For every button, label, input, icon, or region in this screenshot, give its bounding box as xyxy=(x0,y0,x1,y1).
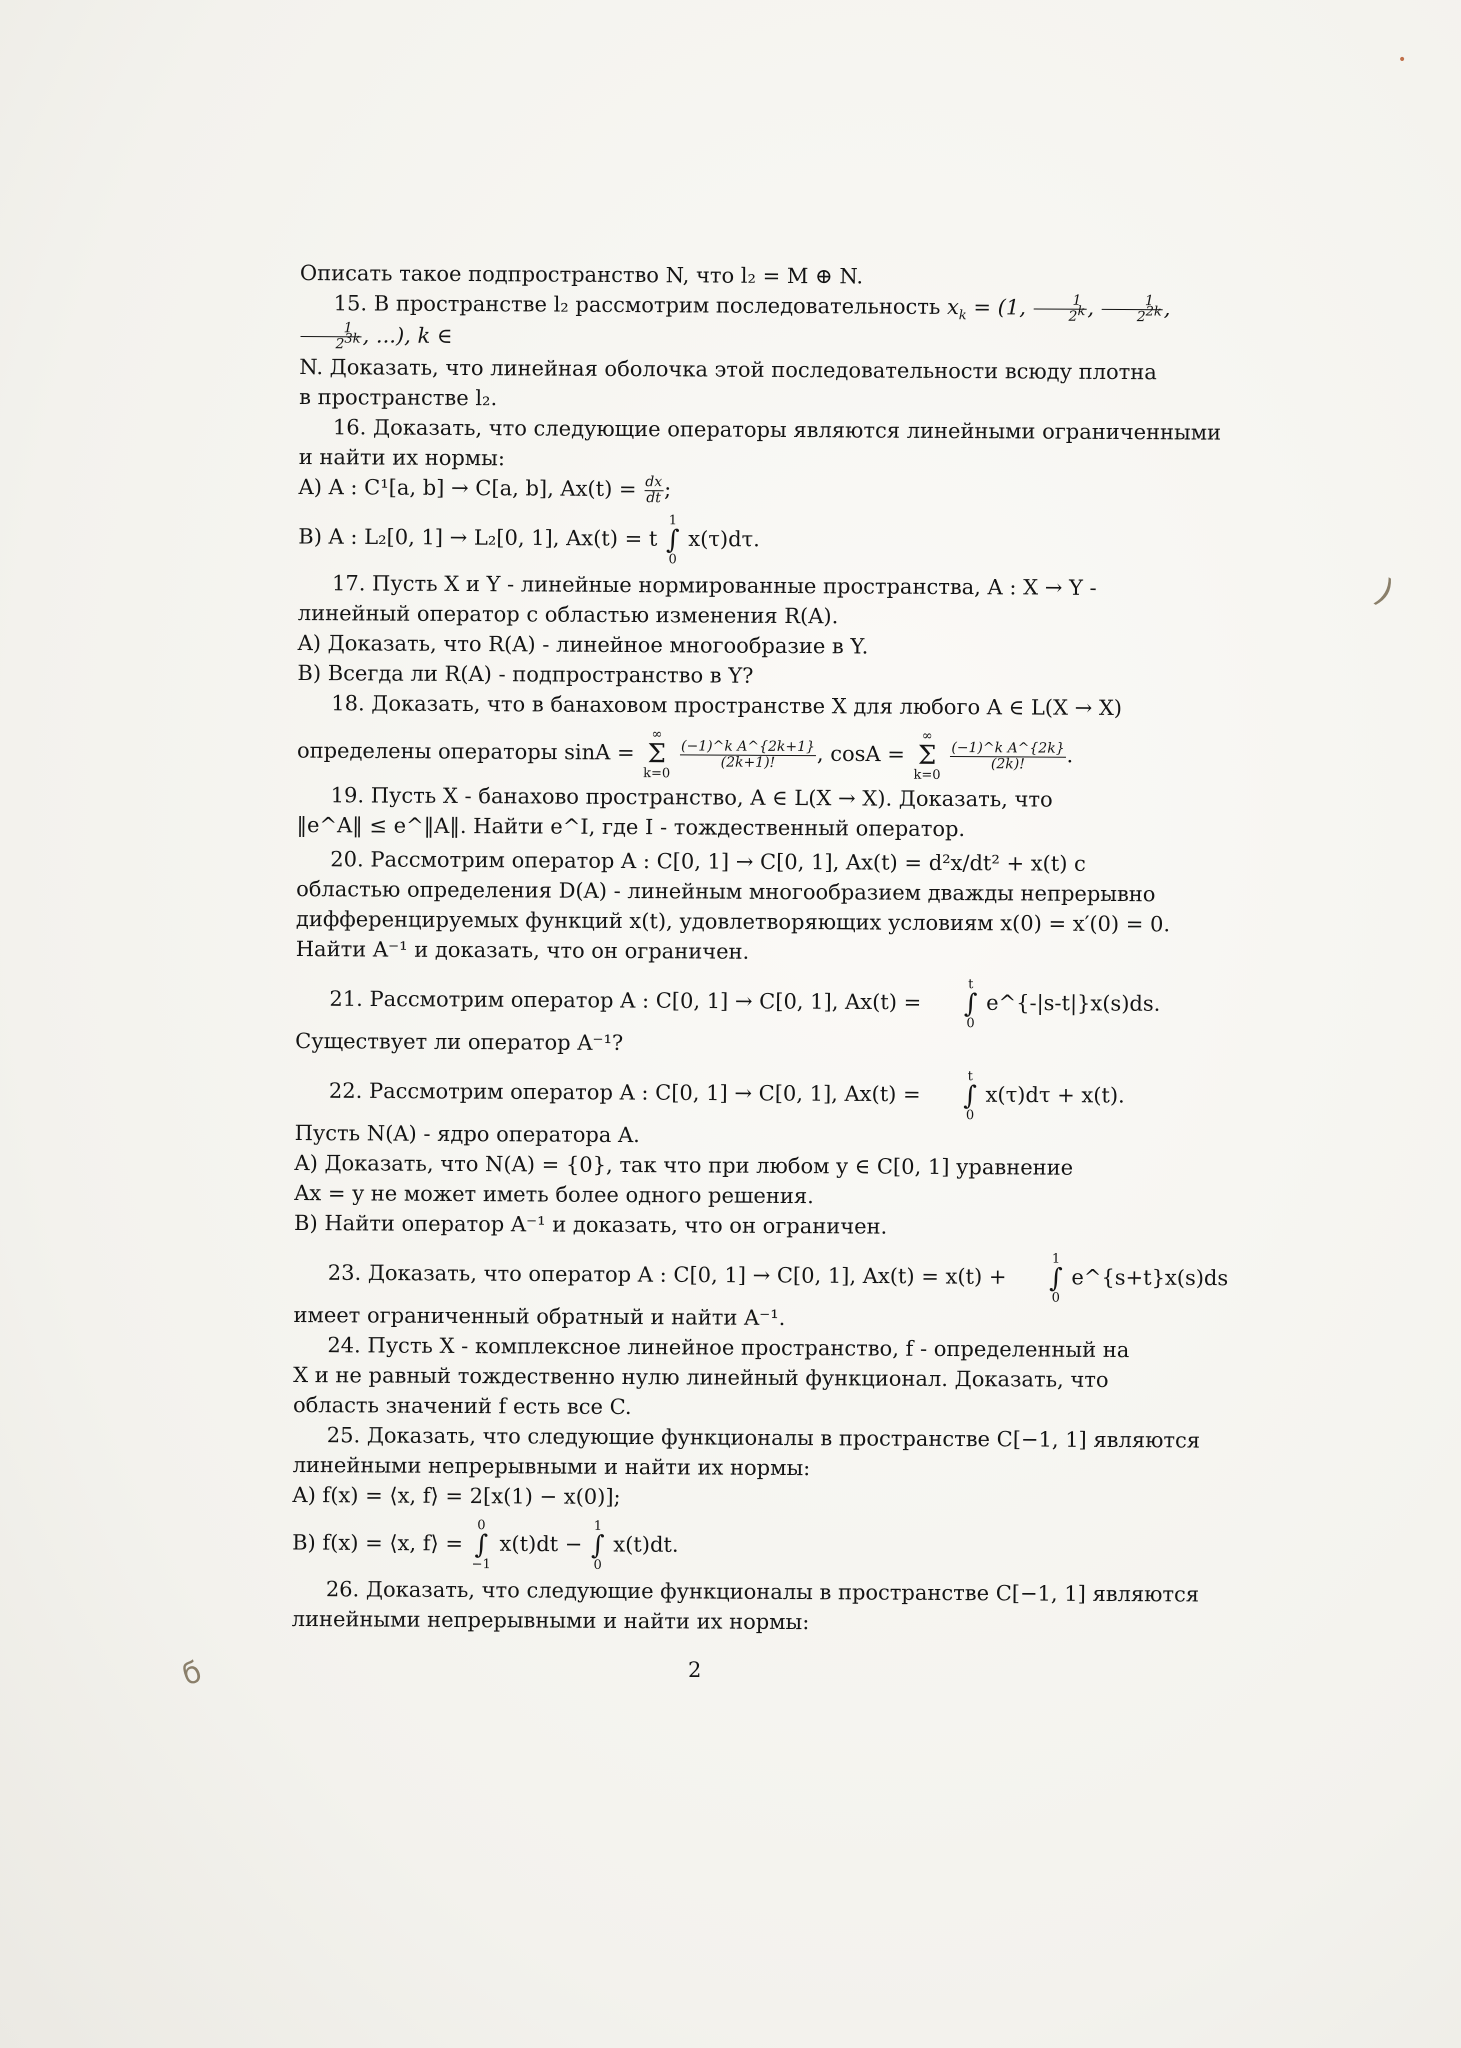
problem-24-line-2: X и не равный тождественно нулю линейный функционал. Доказать, что xyxy=(293,1362,1109,1392)
derivative-fraction: $\frac{dx}{dt}$ xyxy=(645,474,663,507)
problem-25 xyxy=(292,1420,1233,1576)
problem-15-line-3: в пространстве l₂. xyxy=(299,384,498,411)
problem-19-line-2: ‖e^A‖ ≤ e^‖A‖. Найти e^I, где I - тождественный оператор. xyxy=(296,812,966,842)
problem-25-item-b-tail: x(t)dt. xyxy=(613,1532,679,1557)
problem-15 xyxy=(299,288,1240,418)
problem-23-line-2: имеет ограниченный обратный и найти A⁻¹. xyxy=(293,1302,786,1330)
problem-21-line-2: Существует ли оператор A⁻¹? xyxy=(295,1028,624,1055)
cos-series-term: $\frac{\text{(−1)\textasciicircum{}k A\textasciicircum{}\{2k\}}}{(2k)!}$ xyxy=(951,739,1065,772)
corner-mark: • xyxy=(1398,52,1407,68)
problem-16-item-a: A) A : C¹[a, b] → C[a, b], Ax(t) = xyxy=(298,474,637,502)
problem-26 xyxy=(292,1574,1232,1640)
integral-sign: t ∫ 0 xyxy=(963,1069,977,1124)
problem-24 xyxy=(293,1330,1234,1426)
problem-17-item-a: A) Доказать, что R(A) - линейное многообразие в Y. xyxy=(297,630,869,659)
problem-25-item-b-mid: x(t)dt − xyxy=(499,1531,583,1557)
margin-scribble: ϭ xyxy=(177,1653,207,1694)
margin-tick: ) xyxy=(1368,571,1401,613)
problem-16-line-1: 16. Доказать, что следующие операторы являются линейными ограниченными xyxy=(332,415,1222,445)
problem-16: 16. Доказать, что следующие операторы являются линейными ограниченными и найти их нормы: A) A : C¹[a, b] → C[a, b], Ax(t) = $\frac{dx}{dt}$ ; B) A : L₂[0, 1] → L₂[0, 1], Ax(t) = t 1 ∫ 0 x(τ)dτ. xyxy=(298,412,1239,570)
problem-18: 18. Доказать, что в банаховом пространстве X для любого A ∈ L(X → X) определены операторы sinA = ∞ Σ k=0 $\frac{\text{(−1)\textasciicircum{}k A\textasciicircum{}\{2k+1\}}}{(2k+1)!}$ , cosA = ∞ Σ k=0 $\frac{\text{(−1)\textasciicircum{}k A\textasciicircum{}\{2k\}}}{(2k)!}$ . xyxy=(297,688,1238,784)
problem-26-line-1: 26. Доказать, что следующие функционалы в пространстве C[−1, 1] являются xyxy=(325,1577,1200,1607)
problem-16-item-b: B) A : L₂[0, 1] → L₂[0, 1], Ax(t) = t xyxy=(298,524,658,551)
problem-17 xyxy=(297,568,1238,694)
problem-25-item-a: A) f(x) = ⟨x, f⟩ = 2[x(1) − x(0)]; xyxy=(292,1482,621,1509)
integral-sign: 1 ∫ 0 xyxy=(665,513,680,568)
problem-26-line-2: линейными непрерывными и найти их нормы: xyxy=(291,1606,810,1635)
problem-22-item-a-2: Ax = y не может иметь более одного решения. xyxy=(294,1180,814,1209)
problem-22-item-a-1: A) Доказать, что N(A) = {0}, так что при любом y ∈ C[0, 1] уравнение xyxy=(294,1150,1074,1180)
problem-17-item-b: B) Всегда ли R(A) - подпространство в Y? xyxy=(297,660,754,688)
integral-sign: 0 ∫ −1 xyxy=(471,1518,491,1573)
problem-21-integrand: e^{-|s-t|}x(s)ds. xyxy=(986,990,1161,1016)
problem-16-item-b-tail: x(τ)dτ. xyxy=(688,526,760,552)
fraction: $\frac{1}{2^{3k}}$ xyxy=(300,321,361,352)
fraction: $\frac{1}{2^k}$ xyxy=(1033,293,1086,324)
problem-25-item-b: B) f(x) = ⟨x, f⟩ = xyxy=(292,1530,464,1556)
problem-16-line-2: и найти их нормы: xyxy=(298,444,506,471)
problem-20-line-4: Найти A⁻¹ и доказать, что он ограничен. xyxy=(295,936,750,964)
sequence-formula: $x_k = (1$, $\frac{1}{2^k}$ , $\frac{1}{2^{2k}}$ , $\frac{1}{2^{3k}}$ , ...), k ∈ xyxy=(299,295,1170,348)
integral-sign: t ∫ 0 xyxy=(963,977,978,1032)
sum-sign: ∞ Σ k=0 xyxy=(913,728,941,783)
problem-20-line-3: дифференцируемых функций x(t), удовлетворяющих условиям x(0) = x′(0) = 0. xyxy=(295,906,1171,937)
integral-sign: 1 ∫ 0 xyxy=(590,1518,605,1573)
problem-15-text: 15. В пространстве l₂ рассмотрим последовательность xyxy=(333,291,941,319)
problem-22-line-1: 22. Рассмотрим оператор A : C[0, 1] → C[0, 1], Ax(t) = xyxy=(328,1078,921,1107)
problem-23-integrand: e^{s+t}x(s)ds xyxy=(1071,1265,1229,1291)
document-body xyxy=(292,258,1240,1640)
problem-22-item-b: B) Найти оператор A⁻¹ и доказать, что он ограничен. xyxy=(294,1210,888,1239)
problem-18-cos-label: , cosA = xyxy=(816,741,905,767)
problem-22-integrand: x(τ)dτ + x(t). xyxy=(985,1082,1125,1108)
problem-25-line-1: 25. Доказать, что следующие функционалы в пространстве C[−1, 1] являются xyxy=(326,1423,1201,1453)
problem-20 xyxy=(296,844,1237,970)
problem-21 xyxy=(295,974,1235,1062)
problem-21-line-1: 21. Рассмотрим оператор A : C[0, 1] → C[0, 1], Ax(t) = xyxy=(329,986,922,1015)
problem-18-sin-label: определены операторы sinA = xyxy=(296,738,635,765)
fraction: $\frac{1}{2^{2k}}$ xyxy=(1102,294,1163,325)
problem-22 xyxy=(294,1066,1235,1244)
problem-23 xyxy=(293,1248,1233,1336)
problem-14-tail: Описать такое подпространство N, что l₂ = M ⊕ N. xyxy=(299,260,864,289)
problem-19-line-1: 19. Пусть X - банахово пространство, A ∈ L(X → X). Доказать, что xyxy=(330,783,1053,812)
sin-series-term: $\frac{\text{(−1)\textasciicircum{}k A\textasciicircum{}\{2k+1\}}}{(2k+1)!}$ xyxy=(681,737,816,771)
problem-15-line-2: N. Доказать, что линейная оболочка этой последовательности всюду плотна xyxy=(299,354,1157,385)
problem-24-line-1: 24. Пусть X - комплексное линейное пространство, f - определенный на xyxy=(327,1333,1130,1363)
integral-sign: 1 ∫ 0 xyxy=(1049,1251,1063,1306)
problem-23-line-1: 23. Доказать, что оператор A : C[0, 1] → C[0, 1], Ax(t) = x(t) + xyxy=(327,1260,1007,1289)
problem-17-line-1: 17. Пусть X и Y - линейные нормированные пространства, A : X → Y - xyxy=(331,571,1097,600)
sum-sign: ∞ Σ k=0 xyxy=(643,727,671,782)
problem-25-line-2: линейными непрерывными и найти их нормы: xyxy=(292,1452,811,1481)
problem-19 xyxy=(296,780,1236,846)
page-number: 2 xyxy=(688,1658,702,1682)
problem-17-line-2: линейный оператор с областью изменения R(A). xyxy=(297,600,839,629)
problem-20-line-2: областью определения D(A) - линейным многообразием дважды непрерывно xyxy=(296,876,1156,907)
problem-18-line-1: 18. Доказать, что в банаховом пространстве X для любого A ∈ L(X → X) xyxy=(331,691,1123,721)
problem-24-line-3: область значений f есть все C. xyxy=(292,1392,632,1420)
problem-20-line-1: 20. Рассмотрим оператор A : C[0, 1] → C[0, 1], Ax(t) = d²x/dt² + x(t) с xyxy=(330,847,1086,876)
problem-22-line-2: Пусть N(A) - ядро оператора A. xyxy=(294,1120,640,1148)
